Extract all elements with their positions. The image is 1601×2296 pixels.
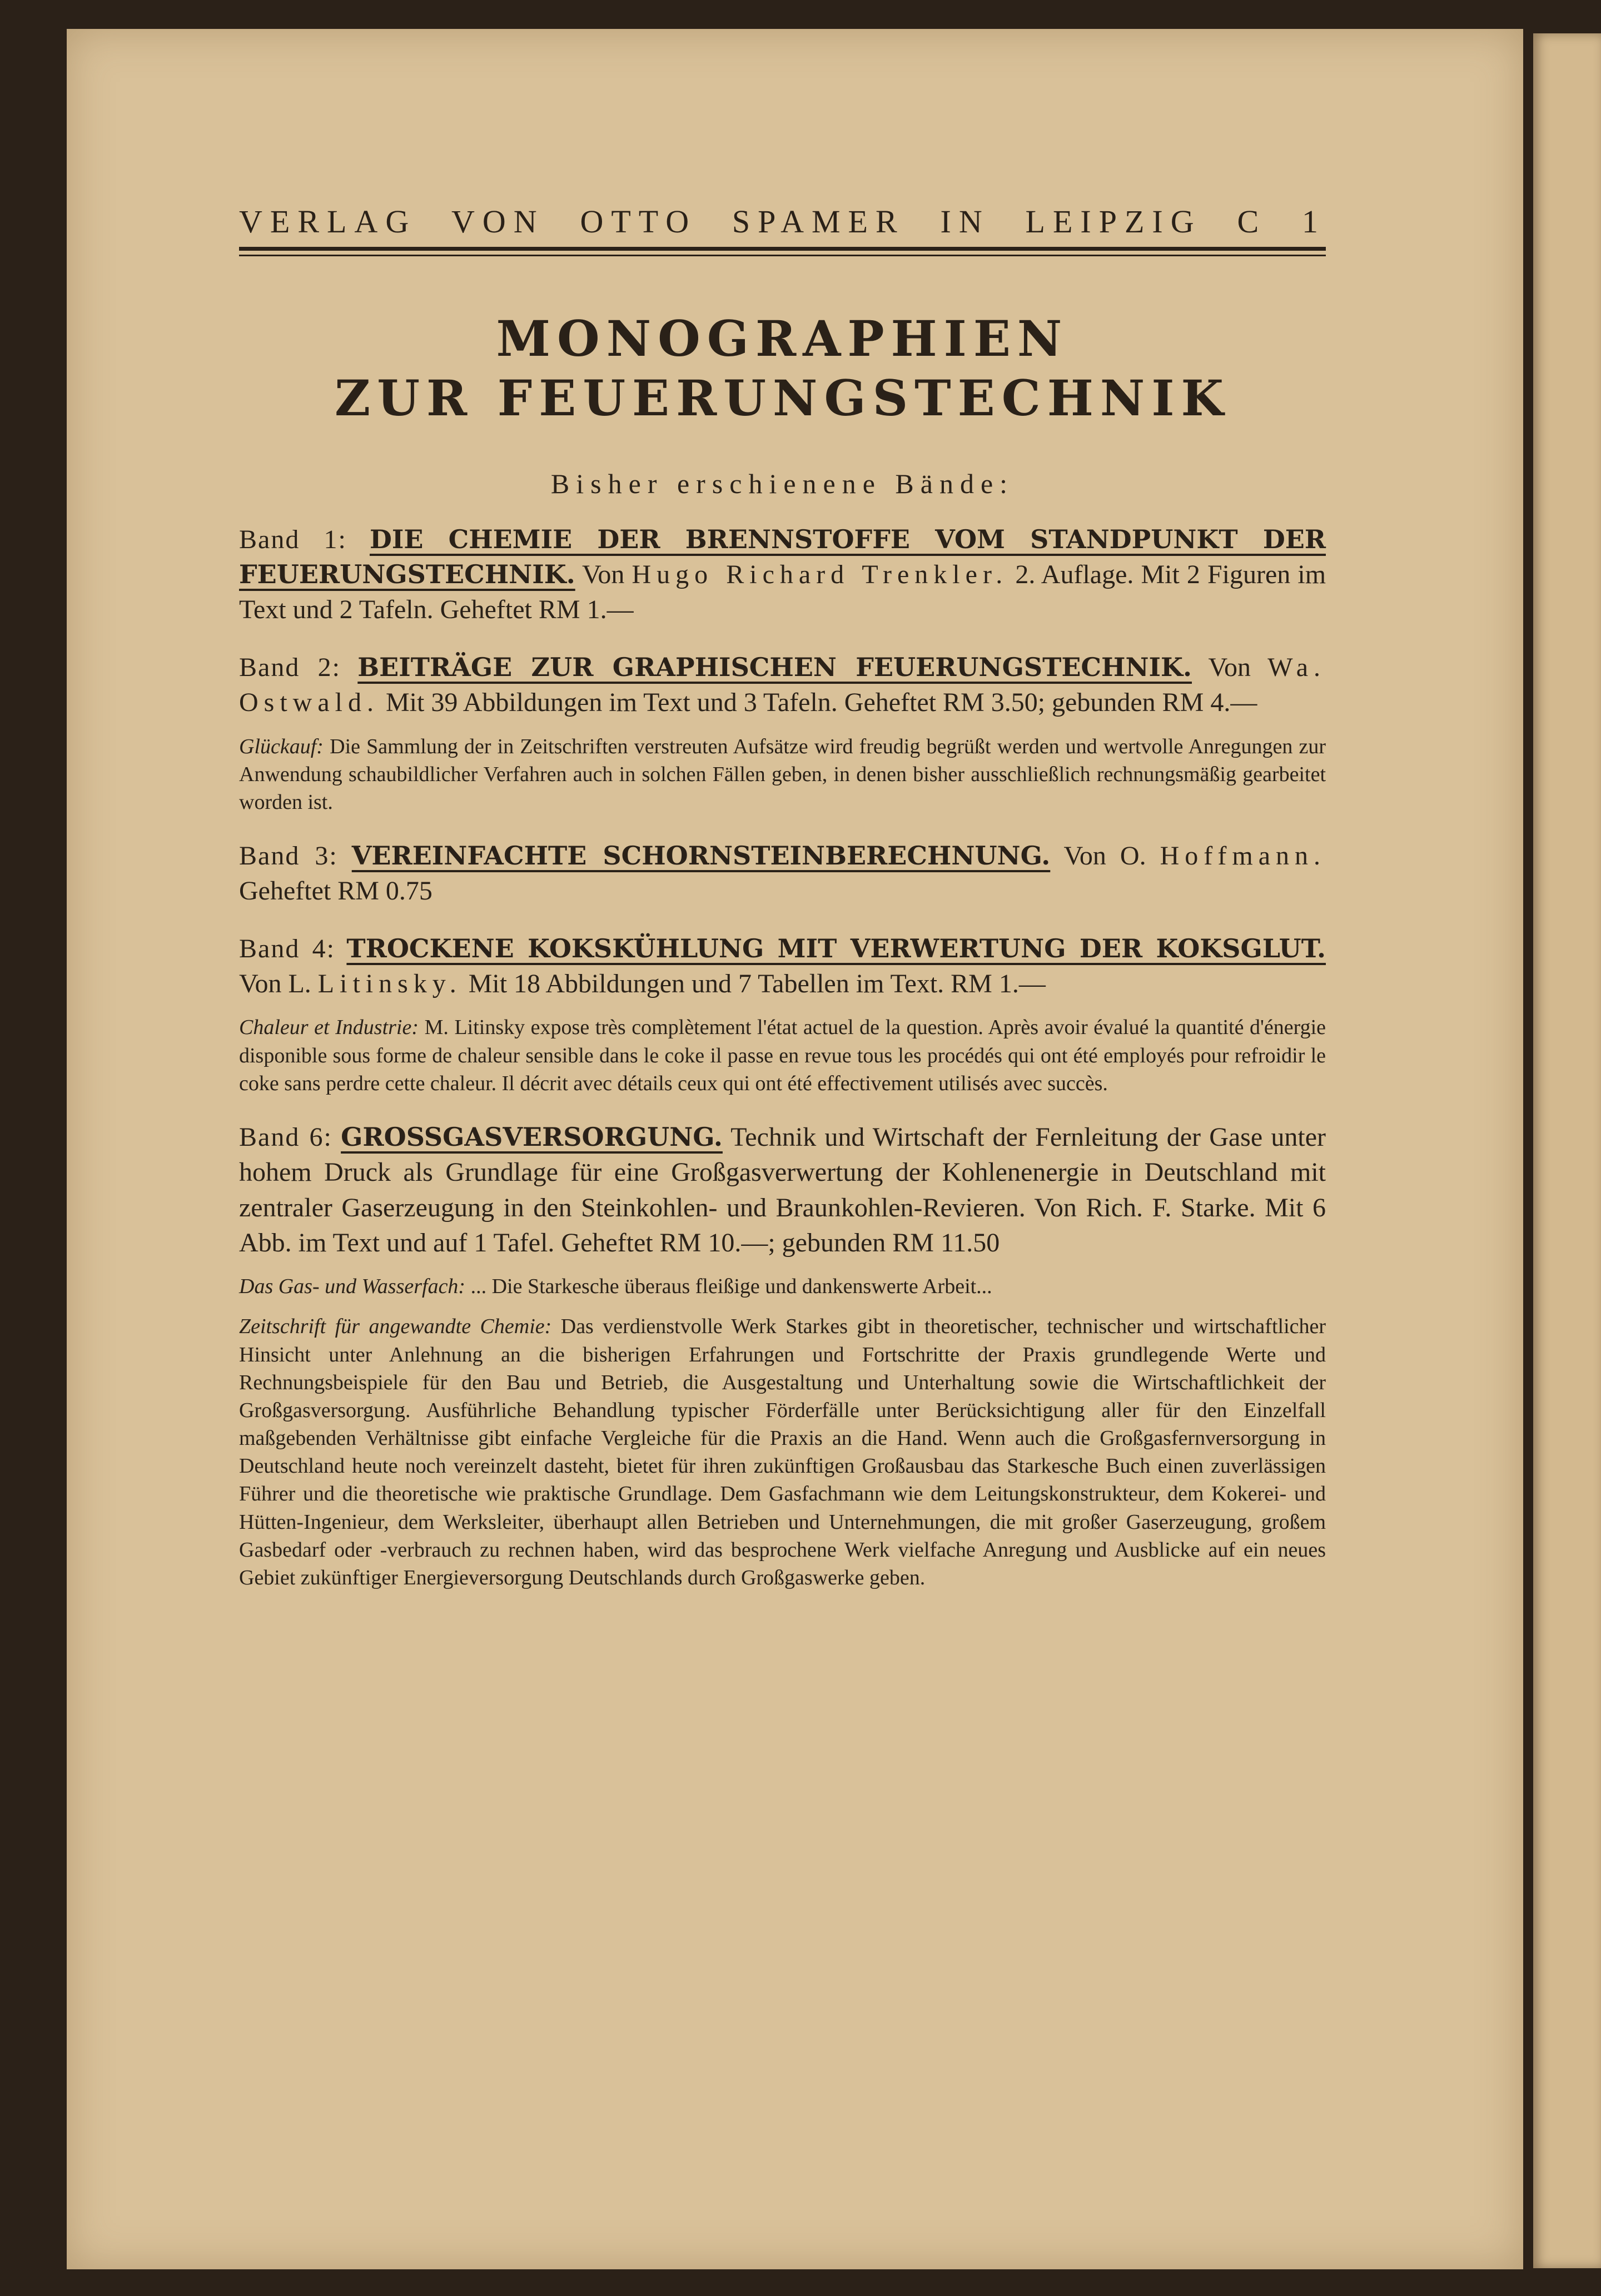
review-text: Das verdienstvolle Werk Starkes gibt in theoretischer, technischer und wirtschaftlicher Hinsicht unter Anlehnung an die bisherigen Erfahrungen und Fortschritte der Praxis grundlegende Werte und Rechnungsbeispiele für den Bau und Betrieb, die Ausgestaltung und Unterhaltung sowie die Wirtschaftlichkeit der Großgasversorgung. Ausführliche Behandlung typischer Förderfälle unter Berücksichtigung aller für den Einzelfall maßgebenden Verhältnisse gibt einfache Vergleiche für die Praxis an die Hand. Wenn auch die Großgasfernversorgung in Deutschland heute noch vereinzelt dasteht, bietet für ihren zukünftigen Großausbau das Starkesche Buch einen zuverlässigen Führer und die theoretische wie praktische Grundlage. Dem Gasfachmann wie dem Leitungskonstrukteur, dem Kokerei- und Hütten-Ingenieur, dem Werksleiter, überhaupt allen Betrieben und Unternehmungen, die mit großer Gaserzeugung, großem Gasbedarf oder -verbrauch zu rechnen haben, wird das besprochene Werk vielfache Anregung und Ausblicke auf ein neues Gebiet zukünftiger Energieversorgung Deutschlands durch Großgaswerke geben. [239, 1315, 1326, 1589]
volume-title: VEREINFACHTE SCHORNSTEINBERECHNUNG. [351, 840, 1051, 871]
volume-by: Von O. [1063, 841, 1146, 871]
volume-details: Mit 18 Abbildungen und 7 Tabellen im Text. RM 1.— [468, 969, 1046, 999]
volume-author: Hoffmann. [1160, 841, 1326, 871]
volume-author: Wa. Ostwald. [239, 652, 1326, 718]
subtitle: Bisher erschienene Bände: [550, 468, 1015, 499]
volume-entry [239, 650, 1326, 720]
review [239, 1273, 1326, 1300]
volume-entry [239, 931, 1326, 1002]
volume-title: GROSSGASVERSORGUNG. [341, 1121, 723, 1152]
volume-label: Band 3: [239, 841, 338, 871]
page-content [239, 203, 1326, 1592]
header-rule-thin [239, 255, 1326, 256]
review-source: Das Gas- und Wasserfach: [239, 1275, 466, 1299]
title-line-2: ZUR FEUERUNGSTECHNIK [335, 369, 1230, 428]
volume-label: Band 4: [239, 933, 336, 963]
page-title [239, 309, 1326, 429]
review [239, 1313, 1326, 1592]
title-line-1: MONOGRAPHIEN [496, 310, 1069, 367]
volume-entry [239, 838, 1326, 909]
review-source: Zeitschrift für angewandte Chemie: [239, 1315, 552, 1339]
review-source: Chaleur et Industrie: [239, 1016, 419, 1040]
review-text: Die Sammlung der in Zeitschriften verstreuten Aufsätze wird freudig begrüßt werden und wertvolle Anregungen zur Anwendung schaubildlicher Verfahren auch in solchen Fällen geben, in denen bisher ausschließlich rechnungsmäßig gearbeitet worden ist. [239, 734, 1326, 814]
volume-details: Geheftet RM 0.75 [239, 876, 432, 906]
review-text: ... Die Starkesche überaus fleißige und dankenswerte Arbeit... [470, 1275, 992, 1299]
volume-label: Band 2: [239, 652, 341, 682]
review [239, 1013, 1326, 1097]
volume-author: Litinsky. [317, 969, 462, 999]
volume-details: 2. Auflage. Mit 2 Figuren im Text und 2 Tafeln. Geheftet RM 1.— [239, 560, 1326, 625]
review-text: M. Litinsky expose très complètement l'état actuel de la question. Après avoir évalué la quantité d'énergie disponible sous forme de chaleur sensible dans le coke il passe en revue tous les procédés qui ont été employés pour refroidir le coke sans perdre cette chaleur. Il décrit avec détails ceux qui ont été effectivement utilisés avec succès. [239, 1016, 1326, 1095]
publisher-header: VERLAG VON OTTO SPAMER IN LEIPZIG C 1 [239, 203, 1326, 240]
volume-details: Technik und Wirtschaft der Fernleitung der Gase unter hohem Druck als Grundlage für eine Großgasverwertung der Kohlenenergie in Deutschland mit zentraler Gaserzeugung in den Steinkohlen- und Braunkohlen-Revieren. Von Rich. F. Starke. Mit 6 Abb. im Text und auf 1 Tafel. Geheftet RM 10.—; gebunden RM 11.50 [239, 1122, 1326, 1258]
volume-by: Von L. [239, 969, 311, 999]
volume-title: DIE CHEMIE DER BRENNSTOFFE VOM STANDPUNKT DER FEUERUNGSTECHNIK. [239, 524, 1326, 590]
volume-entry [239, 522, 1326, 628]
volume-title: TROCKENE KOKSKÜHLUNG MIT VERWERTUNG DER KOKSGLUT. [346, 933, 1326, 963]
review-source: Glückauf: [239, 734, 324, 758]
volume-title: BEITRÄGE ZUR GRAPHISCHEN FEUERUNGSTECHNIK. [357, 652, 1192, 682]
header-rule-thick [239, 247, 1326, 251]
volume-label: Band 6: [239, 1122, 332, 1152]
review [239, 733, 1326, 816]
volume-label: Band 1: [239, 524, 347, 554]
volume-entry [239, 1120, 1326, 1260]
volume-by: Von [581, 560, 625, 590]
volume-details: Mit 39 Abbildungen im Text und 3 Tafeln. Geheftet RM 3.50; gebunden RM 4.— [385, 688, 1257, 718]
volume-by: Von [1208, 652, 1251, 682]
facing-page-edge [1533, 33, 1601, 2268]
volume-author: Hugo Richard Trenkler. [632, 560, 1008, 590]
